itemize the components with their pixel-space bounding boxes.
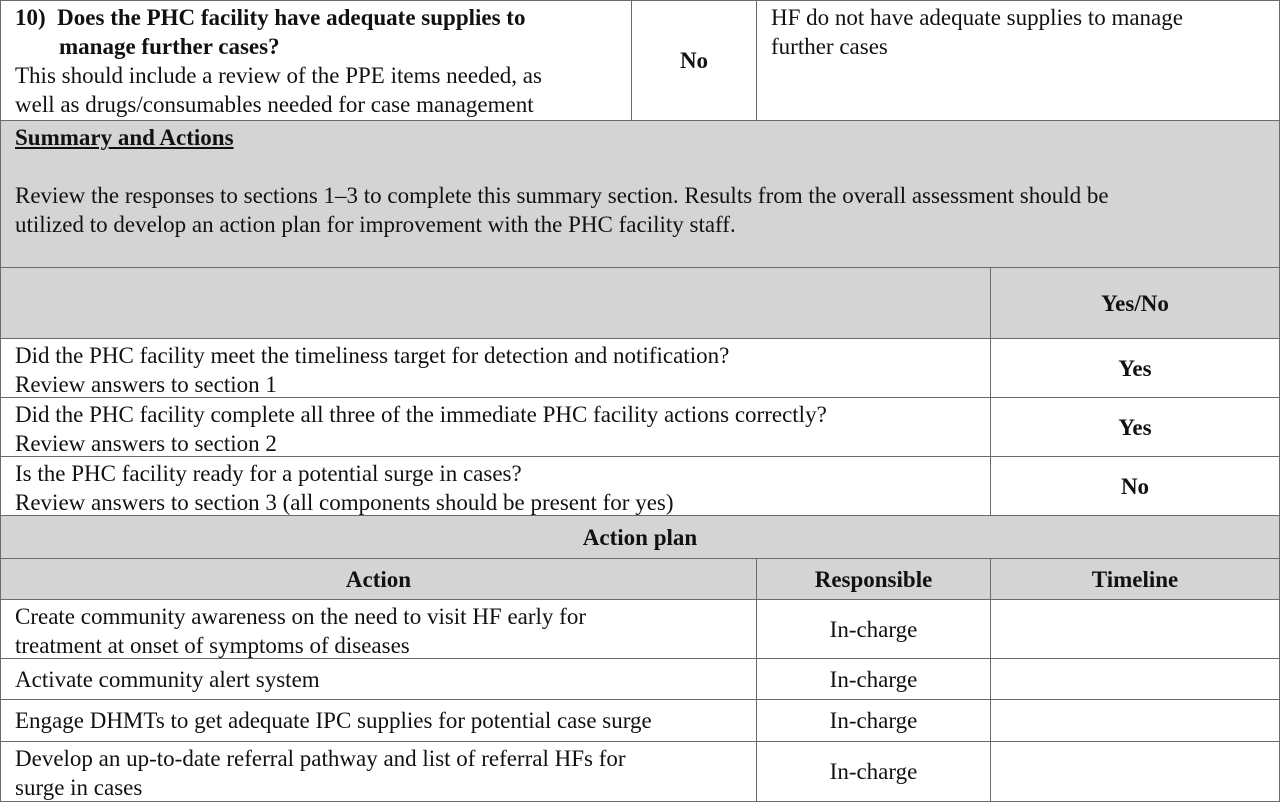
question-10-title-line2: manage further cases? — [59, 34, 280, 59]
summary-section — [0, 120, 1280, 268]
action-row-4-responsible: In-charge — [756, 741, 991, 802]
summary-text-line2: utilized to develop an action plan for improvement with the PHC facility staff. — [15, 212, 736, 237]
question-10-note-line1: This should include a review of the PPE items needed, as — [15, 63, 542, 88]
action-row-2-action: Activate community alert system — [0, 658, 757, 700]
action-row-1-timeline — [990, 599, 1280, 659]
question-10-title-line1: 10) Does the PHC facility have adequate supplies to — [15, 5, 526, 30]
summary-table-header-blank — [0, 267, 991, 339]
action-plan-header-responsible: Responsible — [756, 558, 991, 600]
action-row-2-timeline — [990, 658, 1280, 700]
action-row-3-timeline — [990, 699, 1280, 742]
action-row-2-responsible: In-charge — [756, 658, 991, 700]
question-10-answer: No — [631, 0, 757, 121]
question-10-cell — [0, 0, 632, 121]
action-row-1-responsible: In-charge — [756, 599, 991, 659]
summary-row-3-answer: No — [990, 456, 1280, 516]
summary-heading: Summary and Actions — [15, 125, 234, 150]
summary-row-1-answer: Yes — [990, 338, 1280, 398]
summary-table-header-yes-no: Yes/No — [990, 267, 1280, 339]
action-plan-header-timeline: Timeline — [990, 558, 1280, 600]
summary-row-2-question: Did the PHC facility complete all three of the immediate PHC facility actions correctly? Review answers to section 2 — [0, 397, 991, 457]
summary-text-line1: Review the responses to sections 1–3 to complete this summary section. Results from the overall assessment should be — [15, 183, 1109, 208]
action-row-1-action: Create community awareness on the need to visit HF early for treatment at onset of symptoms of diseases — [0, 599, 757, 659]
action-row-3-responsible: In-charge — [756, 699, 991, 742]
question-10-note-line2: well as drugs/consumables needed for case management — [15, 92, 534, 117]
question-10-comment: HF do not have adequate supplies to manage further cases — [756, 0, 1280, 121]
action-row-4-action: Develop an up-to-date referral pathway and list of referral HFs for surge in cases — [0, 741, 757, 802]
action-plan-title: Action plan — [0, 515, 1280, 559]
action-row-4-timeline — [990, 741, 1280, 802]
summary-row-2-answer: Yes — [990, 397, 1280, 457]
summary-row-3-question: Is the PHC facility ready for a potential surge in cases? Review answers to section 3 (all components should be present for yes) — [0, 456, 991, 516]
action-row-3-action: Engage DHMTs to get adequate IPC supplies for potential case surge — [0, 699, 757, 742]
question-10-number: 10) — [15, 5, 46, 30]
summary-row-1-question: Did the PHC facility meet the timeliness target for detection and notification? Review answers to section 1 — [0, 338, 991, 398]
action-plan-header-action: Action — [0, 558, 757, 600]
